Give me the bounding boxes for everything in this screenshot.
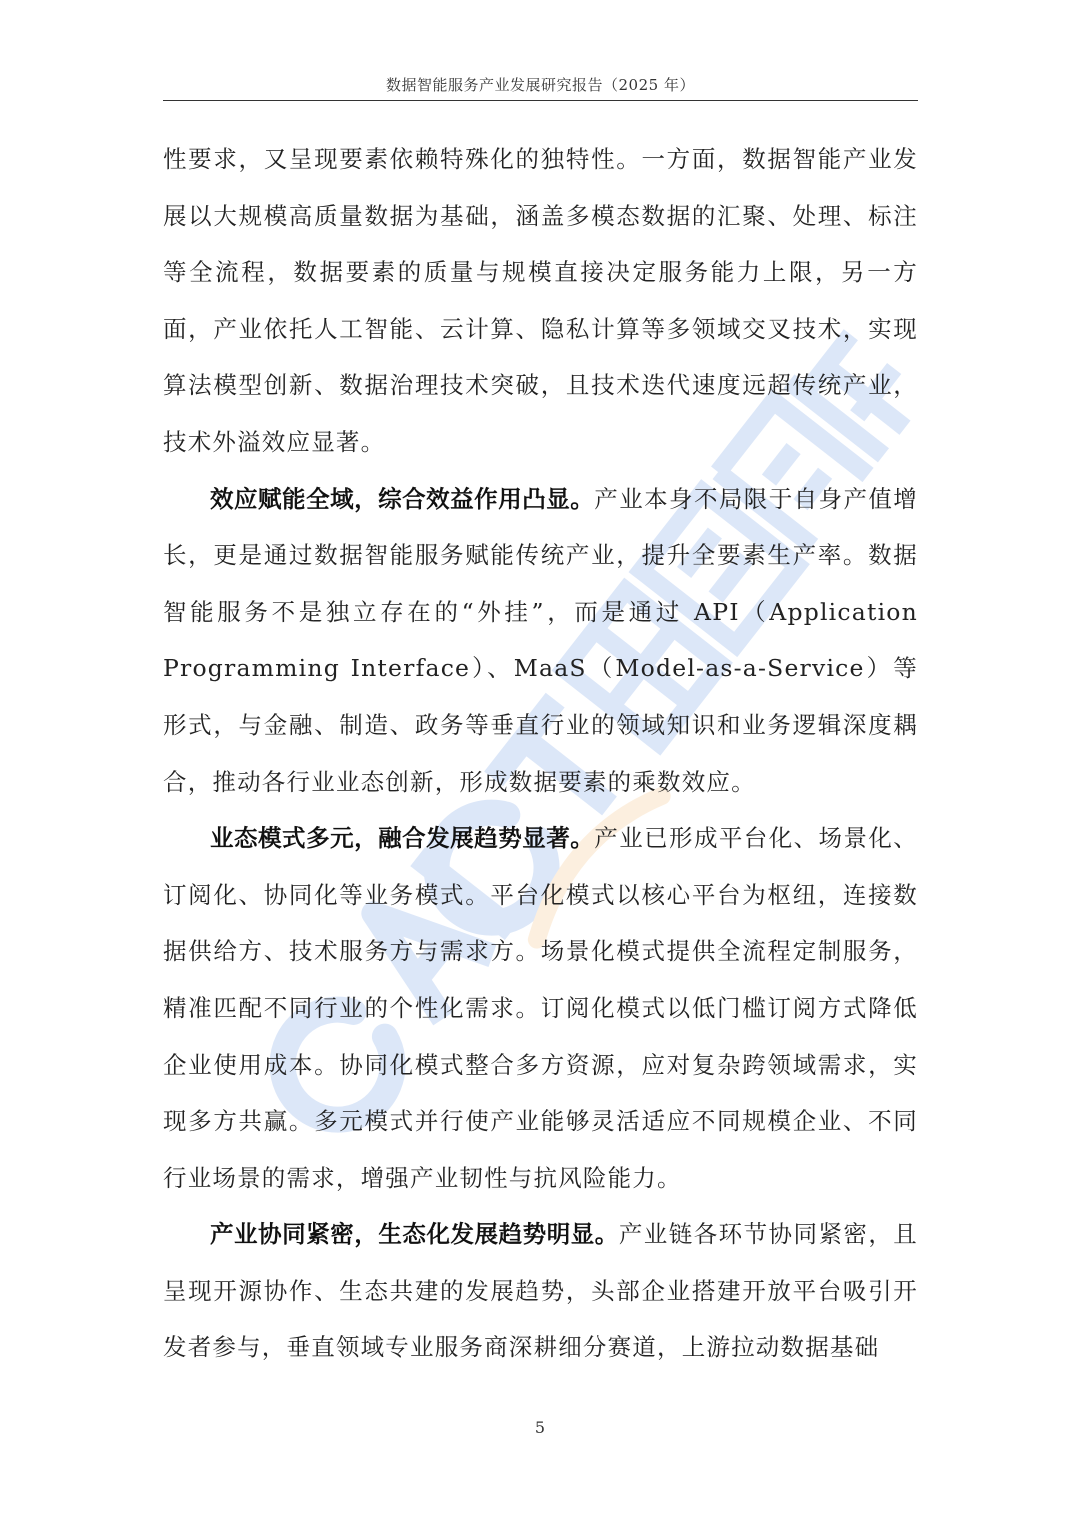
page-number: 5 <box>534 1418 546 1437</box>
paragraph-effect-empowerment <box>163 471 918 811</box>
paragraph-continuation <box>163 131 918 471</box>
paragraph-industry-collaboration <box>163 1206 918 1376</box>
paragraph-3-lead: 业态模式多元，融合发展趋势显著。 <box>210 824 595 853</box>
paragraph-1-text: 性要求，又呈现要素依赖特殊化的独特性。一方面，数据智能产业发展以大规模高质量数据为基础，涵盖多模态数据的汇聚、处理、标注等全流程，数据要素的质量与规模直接决定服务能力上限，另一方面，产业依托人工智能、云计算、隐私计算等多领域交叉技术，实现算法模型创新、数据治理技术突破，且技术迭代速度远超传统产业，技术外溢效应显著。 <box>163 145 918 456</box>
header-title: 数据智能服务产业发展研究报告（2025 年） <box>386 76 695 94</box>
paragraph-3-text: 产业已形成平台化、场景化、订阅化、协同化等业务模式。平台化模式以核心平台为枢纽，连接数据供给方、技术服务方与需求方。场景化模式提供全流程定制服务，精准匹配不同行业的个性化需求。订阅化模式以低门槛订阅方式降低企业使用成本。协同化模式整合多方资源，应对复杂跨领域需求，实现多方共赢。多元模式并行使产业能够灵活适应不同规模企业、不同行业场景的需求，增强产业韧性与抗风险能力。 <box>163 824 918 1192</box>
page-header <box>163 70 918 101</box>
document-body <box>163 131 918 1376</box>
paragraph-business-models <box>163 810 918 1206</box>
paragraph-4-lead: 产业协同紧密，生态化发展趋势明显。 <box>210 1220 619 1249</box>
paragraph-4-text: 产业链各环节协同紧密，且呈现开源协作、生态共建的发展趋势，头部企业搭建开放平台吸引开发者参与，垂直领域专业服务商深耕细分赛道，上游拉动数据基础 <box>163 1220 918 1362</box>
paragraph-2-text: 产业本身不局限于自身产值增长，更是通过数据智能服务赋能传统产业，提升全要素生产率。数据智能服务不是独立存在的“外挂”，而是通过 API（Application Programming Interface）、MaaS（Model-as-a-Service）等形式，与金融、制造、政务等垂直行业的领域知识和业务逻辑深度耦合，推动各行业业态创新，形成数据要素的乘数效应。 <box>163 484 918 796</box>
paragraph-2-lead: 效应赋能全域，综合效益作用凸显。 <box>210 484 595 513</box>
